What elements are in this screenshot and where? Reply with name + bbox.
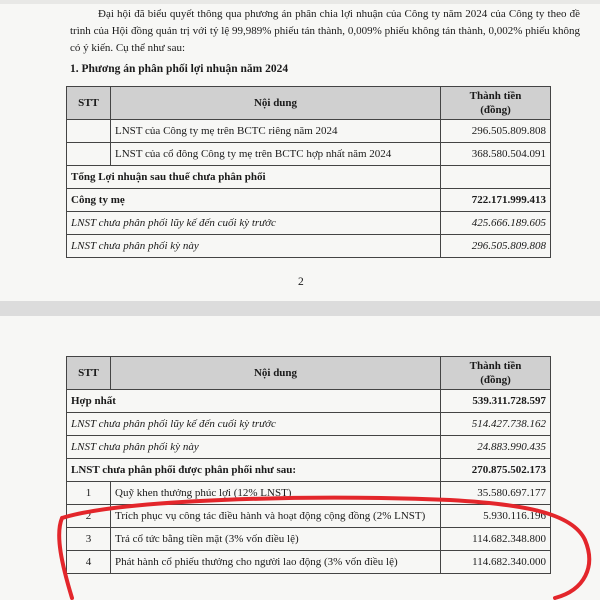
cell-amount: 5.930.116.196 (441, 505, 551, 528)
cell-amount: 114.682.348.800 (441, 528, 551, 551)
cell-amount: 425.666.189.605 (441, 212, 551, 235)
cell-stt: 2 (67, 505, 111, 528)
red-circle-stroke (59, 498, 589, 598)
cell-content: LNST chưa phân phối kỳ này (67, 436, 441, 459)
cell-content: LNST chưa phân phối được phân phối như sau: (67, 459, 441, 482)
header-amount-line2: (đồng) (480, 374, 511, 386)
cell-content: LNST chưa phân phối lũy kế đến cuối kỳ trước (67, 212, 441, 235)
cell-amount: 24.883.990.435 (441, 436, 551, 459)
cell-content: Tổng Lợi nhuận sau thuế chưa phân phối (67, 166, 441, 189)
cell-amount: 296.505.809.808 (441, 120, 551, 143)
cell-content: Quỹ khen thưởng phúc lợi (12% LNST) (111, 482, 441, 505)
cell-amount: 270.875.502.173 (441, 459, 551, 482)
cell-amount: 368.580.504.091 (441, 143, 551, 166)
cell-stt: 1 (67, 482, 111, 505)
page-number: 2 (298, 276, 304, 288)
header-stt: STT (67, 357, 111, 390)
section-title: 1. Phương án phân phối lợi nhuận năm 2024 (70, 63, 289, 75)
header-amount-line1: Thành tiền (469, 90, 522, 102)
cell-amount: 296.505.809.808 (441, 235, 551, 258)
header-amount-line2: (đồng) (480, 104, 511, 116)
cell-content: LNST chưa phân phối lũy kế đến cuối kỳ trước (67, 413, 441, 436)
cell-amount: 35.580.697.177 (441, 482, 551, 505)
cell-content: Phát hành cổ phiếu thưởng cho người lao động (3% vốn điều lệ) (111, 551, 441, 574)
cell-content: Trích phục vụ công tác điều hành và hoạt động cộng đồng (2% LNST) (111, 505, 441, 528)
intro-text: Đại hội đã biểu quyết thông qua phương án phân chia lợi nhuận của Công ty năm 2024 của Công ty theo đề trình của Hội đồng quản trị với tỷ lệ 99,989% phiếu tán thành, 0,009% phiếu không tán thành, 0,002% phiếu không có ý kiến. Cụ thể như sau: (70, 8, 580, 54)
header-amount-line1: Thành tiền (469, 360, 522, 372)
header-stt: STT (67, 87, 111, 120)
cell-content: Công ty mẹ (67, 189, 441, 212)
cell-amount: 722.171.999.413 (441, 189, 551, 212)
cell-content: LNST chưa phân phối kỳ này (67, 235, 441, 258)
header-content: Nội dung (111, 87, 441, 120)
cell-amount: 539.311.728.597 (441, 390, 551, 413)
cell-content: LNST của cổ đông Công ty mẹ trên BCTC hợp nhất năm 2024 (111, 143, 441, 166)
cell-amount: 114.682.340.000 (441, 551, 551, 574)
cell-amount: 514.427.738.162 (441, 413, 551, 436)
cell-stt: 3 (67, 528, 111, 551)
cell-stt: 4 (67, 551, 111, 574)
cell-content: Trả cổ tức bằng tiền mặt (3% vốn điều lệ) (111, 528, 441, 551)
header-content: Nội dung (111, 357, 441, 390)
cell-content: Hợp nhất (67, 390, 441, 413)
cell-content: LNST của Công ty mẹ trên BCTC riêng năm 2024 (111, 120, 441, 143)
